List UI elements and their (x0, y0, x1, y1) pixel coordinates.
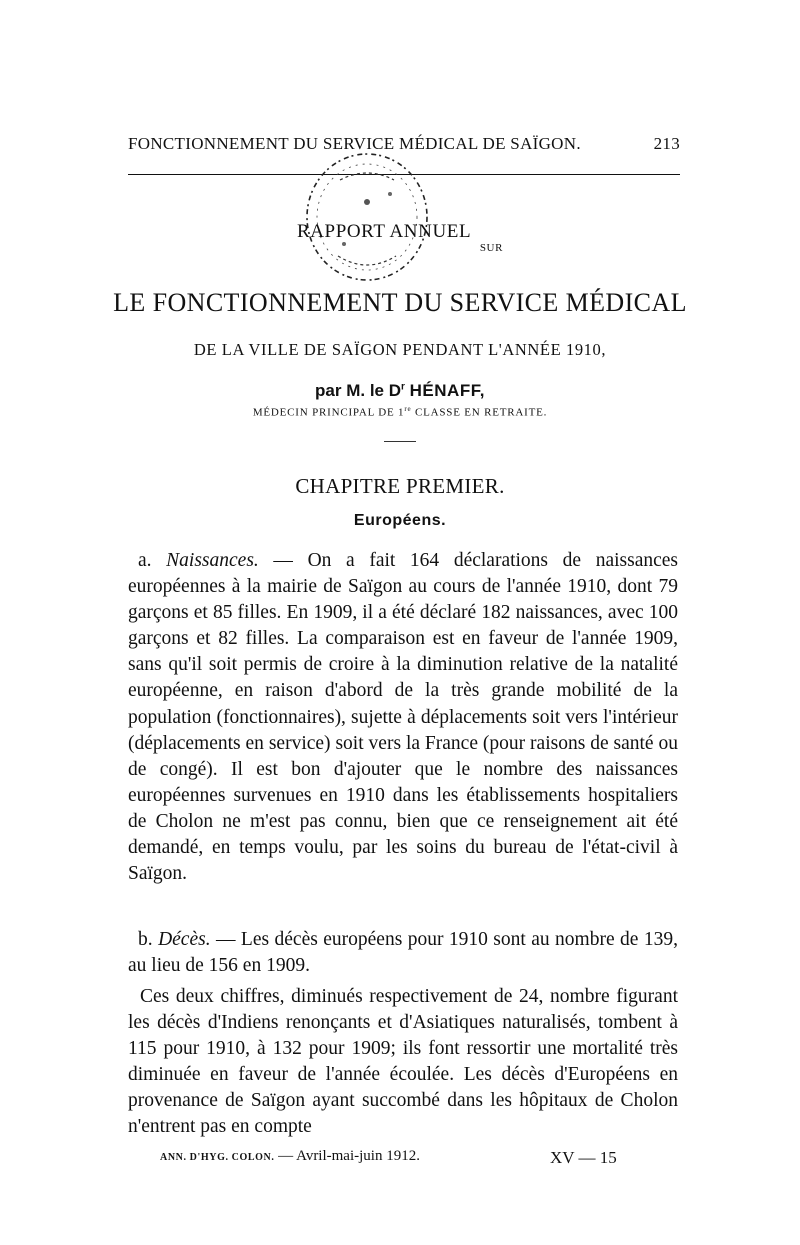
report-title-line1: RAPPORT ANNUEL $_{SUR}$ (296, 221, 504, 254)
library-stamp (300, 148, 435, 286)
issue-date: — Avril-mai-juin 1912. (274, 1148, 420, 1164)
journal-abbrev: ANN. D'HYG. COLON. (160, 1152, 275, 1163)
report-title-line3: DE LA VILLE DE SAÏGON PENDANT L'ANNÉE 1910, (193, 340, 607, 359)
running-title: FONCTIONNEMENT DU SERVICE MÉDICAL DE SAÏGON. (128, 134, 581, 153)
title-divider (384, 441, 416, 442)
report-title-line2: LE FONCTIONNEMENT DU SERVICE MÉDICAL (113, 288, 687, 317)
author-role: MÉDECIN PRINCIPAL DE 1re CLASSE EN RETRAITE. (252, 405, 548, 419)
paragraph-deces: b. Décès. — Les décès européens pour 1910 sont au nombre de 139, au lieu de 156 en 1909. (128, 929, 679, 977)
report-title-sur: SUR (479, 242, 504, 254)
paragraph-deces-continued: Ces deux chiffres, diminués respectivement de 24, nombre figurant les décès d'Indiens renonçants et d'Asiatiques naturalisés, tombent à 115 pour 1910, à 132 pour 1909; ils font ressortir une mortalité très diminuée en faveur de l'année écoulée. Les décès d'Européens en provenance de Saïgon ayant succombé dans les hôpitaux de Cholon n'entrent pas en compte (128, 986, 678, 1138)
author-name: HÉNAFF, (409, 381, 485, 400)
page-footer (160, 1148, 680, 1165)
paragraph-deces-title: Décès. (158, 929, 211, 950)
author-line: par M. le $D^r$ HÉNAFF, (315, 381, 485, 400)
paragraph-naissances: a. Naissances. — On a fait 164 déclarations de naissances européennes à la mairie de Saïgon au cours de l'année 1910, dont 79 garçons et 85 filles. En 1909, il a été déclaré 182 naissances, avec 100 garçons et 82 filles. La comparaison est en faveur de l'année 1909, sans qu'il soit permis de croire à la diminution relative de la natalité européenne, en raison d'abord de la très grande mobilité de la population (fonctionnaires), sujette à déplacements soit vers l'intérieur (déplacements en service) soit vers la France (pour raisons de santé ou de congé). Il est bon d'ajouter que le nombre des naissances européennes survenues en 1910 dans les établissements hospitaliers de Cholon ne m'est pas connu, bien que ce renseignement ait été demandé, en temps voulu, par les soins du bureau de l'état-civil à Saïgon. (128, 550, 679, 885)
paragraph-naissances-title: Naissances. (166, 550, 259, 571)
chapter-title: CHAPITRE PREMIER. (295, 474, 505, 498)
signature-mark: XV — 15 (550, 1148, 617, 1167)
section-title: Européens. (353, 512, 447, 529)
stamp-graphic (300, 148, 435, 286)
page-number: 213 (653, 134, 680, 153)
